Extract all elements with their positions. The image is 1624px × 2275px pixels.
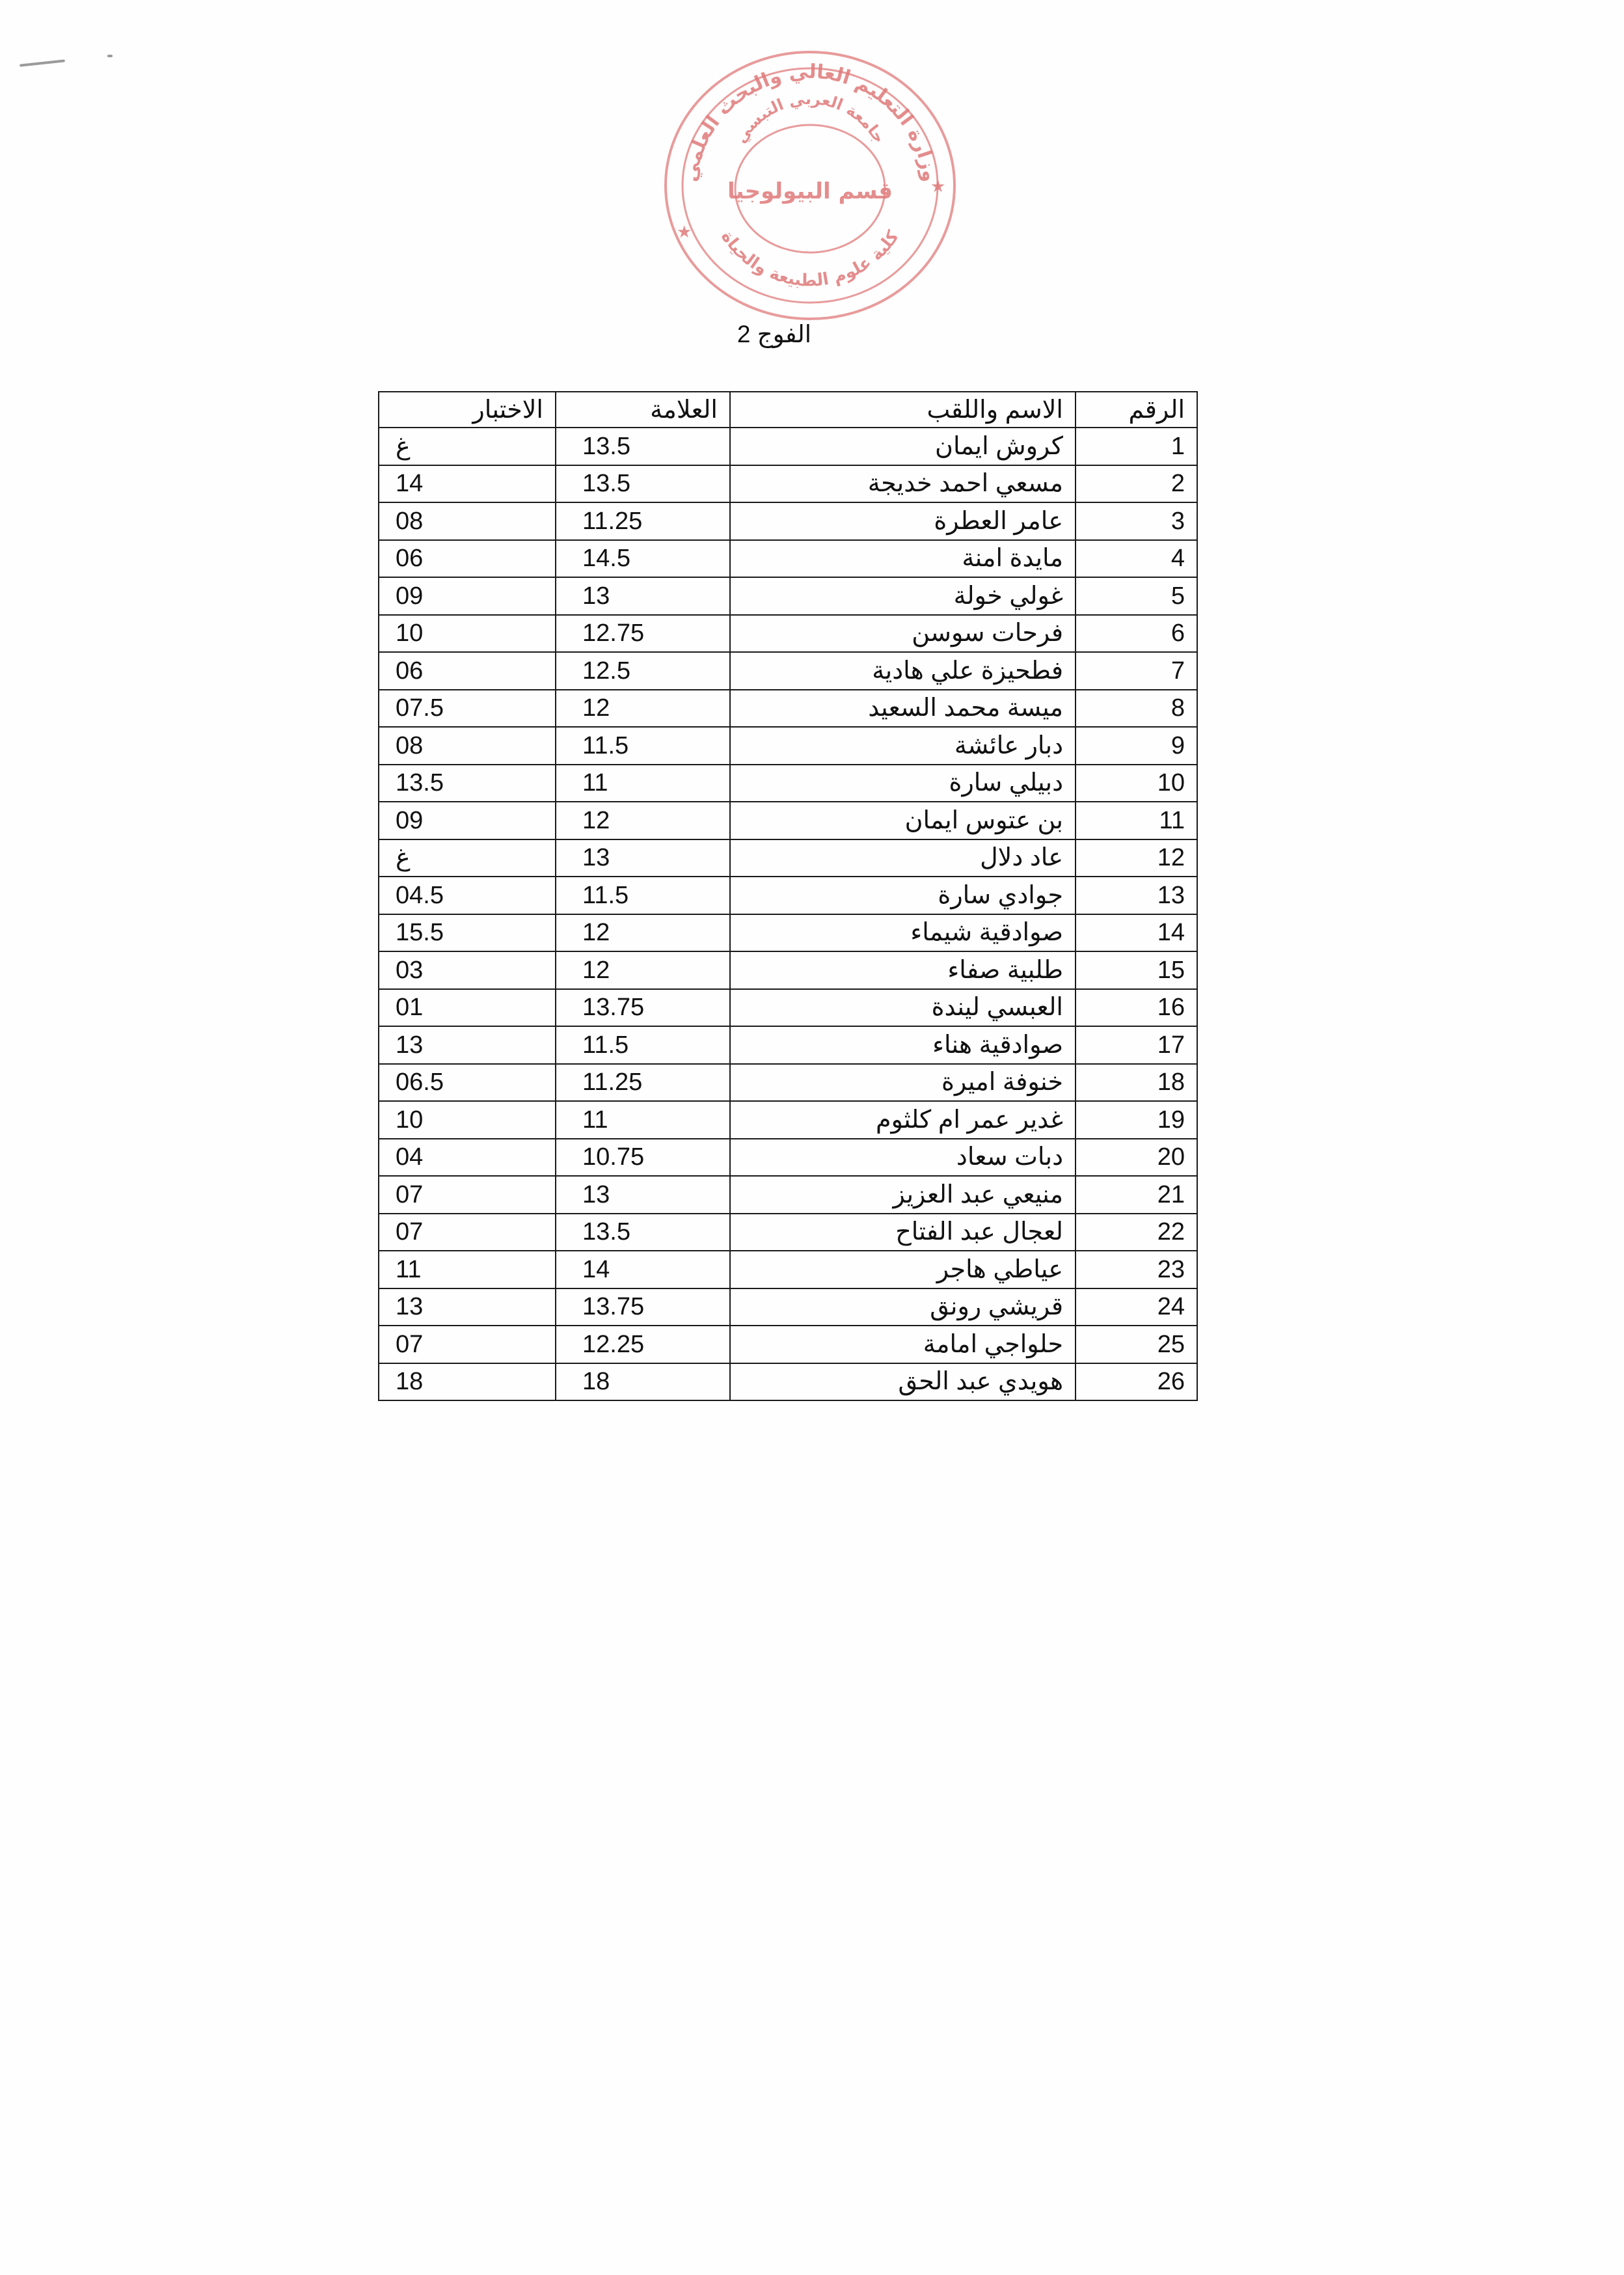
table-row — [379, 839, 1197, 877]
student-name: عياطي هاجر — [730, 1251, 1076, 1288]
student-name: دبات سعاد — [730, 1139, 1076, 1177]
student-mark: 13 — [556, 1176, 730, 1214]
student-test: 08 — [379, 502, 556, 540]
student-name: العبسي ليندة — [730, 989, 1076, 1027]
student-test: 04.5 — [379, 877, 556, 914]
svg-text:★: ★ — [677, 223, 692, 242]
table-row — [379, 989, 1197, 1027]
row-number: 22 — [1076, 1214, 1197, 1251]
student-mark: 13 — [556, 577, 730, 615]
student-test: 14 — [379, 465, 556, 503]
table-row — [379, 615, 1197, 653]
table-header-row — [379, 392, 1197, 428]
student-mark: 12.75 — [556, 615, 730, 653]
table-row — [379, 1026, 1197, 1064]
student-name: هويدي عبد الحق — [730, 1363, 1076, 1401]
row-number: 1 — [1076, 428, 1197, 465]
student-mark: 11 — [556, 765, 730, 802]
student-name: عاد دلال — [730, 839, 1076, 877]
student-mark: 18 — [556, 1363, 730, 1401]
student-test: 15.5 — [379, 914, 556, 952]
student-mark: 13.5 — [556, 1214, 730, 1251]
table-row — [379, 877, 1197, 914]
student-name: دبيلي سارة — [730, 765, 1076, 802]
header-mark: العلامة — [556, 392, 730, 428]
student-name: فطحيزة علي هادية — [730, 652, 1076, 690]
student-test: 06.5 — [379, 1064, 556, 1102]
table-row — [379, 1326, 1197, 1363]
row-number: 7 — [1076, 652, 1197, 690]
row-number: 11 — [1076, 802, 1197, 839]
group-title: الفوج 2 — [737, 321, 812, 347]
student-test: 07 — [379, 1176, 556, 1214]
row-number: 16 — [1076, 989, 1197, 1027]
student-name: ميسة محمد السعيد — [730, 690, 1076, 728]
student-mark: 12.5 — [556, 652, 730, 690]
row-number: 12 — [1076, 839, 1197, 877]
student-mark: 11.5 — [556, 877, 730, 914]
row-number: 5 — [1076, 577, 1197, 615]
table-row — [379, 802, 1197, 839]
student-name: غدير عمر ام كلثوم — [730, 1101, 1076, 1139]
table-row — [379, 465, 1197, 503]
student-mark: 12 — [556, 914, 730, 952]
table-row — [379, 1288, 1197, 1326]
student-mark: 13 — [556, 839, 730, 877]
student-test: 04 — [379, 1139, 556, 1177]
table-row — [379, 765, 1197, 802]
row-number: 4 — [1076, 540, 1197, 578]
table-row — [379, 502, 1197, 540]
svg-text:كلية علوم الطبيعة والحياة — [717, 227, 903, 291]
table-row — [379, 540, 1197, 578]
student-test: 10 — [379, 1101, 556, 1139]
student-mark: 12 — [556, 690, 730, 728]
student-test: 03 — [379, 951, 556, 989]
table-row — [379, 577, 1197, 615]
student-test: 07 — [379, 1326, 556, 1363]
student-test: 06 — [379, 540, 556, 578]
row-number: 2 — [1076, 465, 1197, 503]
student-mark: 11.5 — [556, 727, 730, 765]
student-test: 07 — [379, 1214, 556, 1251]
header-name: الاسم واللقب — [730, 392, 1076, 428]
student-name: مايدة امنة — [730, 540, 1076, 578]
student-test: 09 — [379, 577, 556, 615]
table-row — [379, 1101, 1197, 1139]
student-name: صوادقية شيماء — [730, 914, 1076, 952]
student-name: قريشي رونق — [730, 1288, 1076, 1326]
student-name: طلبية صفاء — [730, 951, 1076, 989]
student-mark: 14.5 — [556, 540, 730, 578]
row-number: 10 — [1076, 765, 1197, 802]
table-row — [379, 428, 1197, 465]
stamp-university-text: جامعة العربي التبسي — [731, 89, 889, 146]
official-stamp — [657, 42, 963, 329]
row-number: 24 — [1076, 1288, 1197, 1326]
stamp-center-text: قسم البيولوجيا — [727, 178, 893, 204]
student-name: صوادقية هناء — [730, 1026, 1076, 1064]
student-test: 13.5 — [379, 765, 556, 802]
student-mark: 13.5 — [556, 465, 730, 503]
student-mark: 11.25 — [556, 1064, 730, 1102]
row-number: 20 — [1076, 1139, 1197, 1177]
table-row — [379, 1139, 1197, 1177]
student-test: 01 — [379, 989, 556, 1027]
row-number: 8 — [1076, 690, 1197, 728]
student-mark: 13.75 — [556, 1288, 730, 1326]
row-number: 14 — [1076, 914, 1197, 952]
student-mark: 13.5 — [556, 428, 730, 465]
student-mark: 12 — [556, 802, 730, 839]
table-row — [379, 1064, 1197, 1102]
student-test: 13 — [379, 1288, 556, 1326]
row-number: 26 — [1076, 1363, 1197, 1401]
student-name: خنوفة اميرة — [730, 1064, 1076, 1102]
table-row — [379, 914, 1197, 952]
scan-mark — [20, 59, 65, 66]
grades-table — [378, 391, 1198, 1401]
table-row — [379, 1176, 1197, 1214]
scan-mark — [107, 55, 113, 57]
student-test: 09 — [379, 802, 556, 839]
stamp-outer-text: وزارة التعليم العالي والبحث العلمي — [679, 60, 941, 184]
svg-text:★: ★ — [930, 177, 946, 197]
student-mark: 14 — [556, 1251, 730, 1288]
table-row — [379, 727, 1197, 765]
row-number: 13 — [1076, 877, 1197, 914]
row-number: 19 — [1076, 1101, 1197, 1139]
student-test: 18 — [379, 1363, 556, 1401]
student-name: جوادي سارة — [730, 877, 1076, 914]
student-test: 13 — [379, 1026, 556, 1064]
row-number: 17 — [1076, 1026, 1197, 1064]
table-row — [379, 951, 1197, 989]
student-mark: 11 — [556, 1101, 730, 1139]
student-test: غ — [379, 839, 556, 877]
row-number: 21 — [1076, 1176, 1197, 1214]
header-test: الاختبار — [379, 392, 556, 428]
student-name: كروش ايمان — [730, 428, 1076, 465]
row-number: 6 — [1076, 615, 1197, 653]
row-number: 9 — [1076, 727, 1197, 765]
student-test: 07.5 — [379, 690, 556, 728]
student-name: فرحات سوسن — [730, 615, 1076, 653]
row-number: 18 — [1076, 1064, 1197, 1102]
header-number: الرقم — [1076, 392, 1197, 428]
grades-table-body — [379, 428, 1197, 1400]
row-number: 25 — [1076, 1326, 1197, 1363]
student-name: بن عتوس ايمان — [730, 802, 1076, 839]
student-name: غولي خولة — [730, 577, 1076, 615]
student-name: لعجال عبد الفتاح — [730, 1214, 1076, 1251]
student-mark: 11.5 — [556, 1026, 730, 1064]
student-mark: 10.75 — [556, 1139, 730, 1177]
student-name: دبار عائشة — [730, 727, 1076, 765]
student-test: 11 — [379, 1251, 556, 1288]
table-row — [379, 1363, 1197, 1401]
stamp-bottom-text: كلية علوم الطبيعة والحياة — [717, 227, 903, 291]
student-test: 06 — [379, 652, 556, 690]
row-number: 23 — [1076, 1251, 1197, 1288]
student-mark: 13.75 — [556, 989, 730, 1027]
student-mark: 11.25 — [556, 502, 730, 540]
table-row — [379, 652, 1197, 690]
student-mark: 12 — [556, 951, 730, 989]
student-name: منيعي عبد العزيز — [730, 1176, 1076, 1214]
student-name: مسعي احمد خديجة — [730, 465, 1076, 503]
student-test: 08 — [379, 727, 556, 765]
student-name: عامر العطرة — [730, 502, 1076, 540]
student-name: حلواجي امامة — [730, 1326, 1076, 1363]
row-number: 3 — [1076, 502, 1197, 540]
student-mark: 12.25 — [556, 1326, 730, 1363]
table-row — [379, 1251, 1197, 1288]
svg-text:وزارة التعليم العالي والبحث ال — [679, 60, 941, 183]
table-row — [379, 690, 1197, 728]
student-test: 10 — [379, 615, 556, 653]
table-row — [379, 1214, 1197, 1251]
row-number: 15 — [1076, 951, 1197, 989]
student-test: غ — [379, 428, 556, 465]
